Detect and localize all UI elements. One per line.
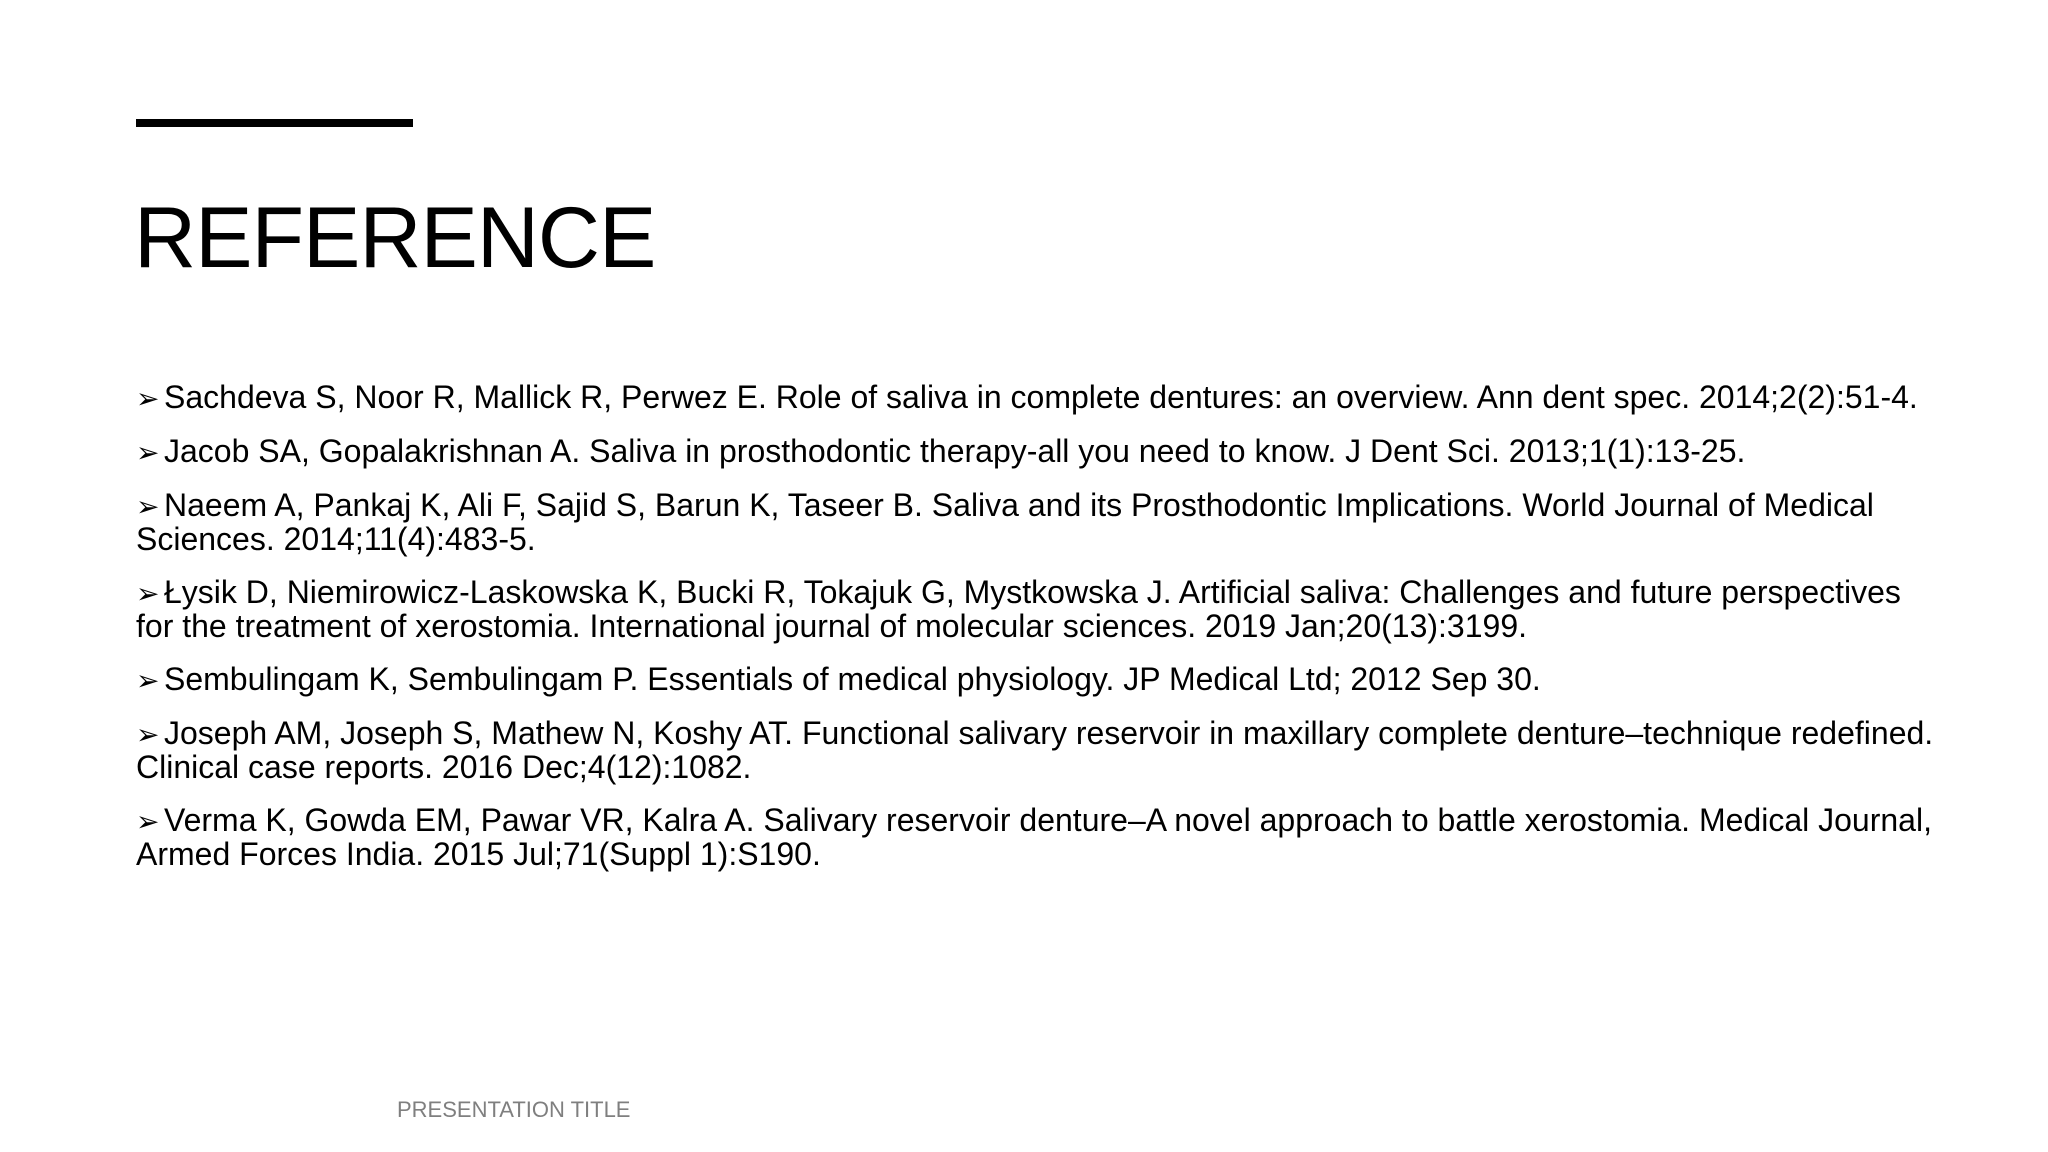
reference-item — [136, 489, 1936, 556]
reference-item — [136, 381, 1936, 415]
reference-list — [136, 381, 1936, 891]
reference-text: Sachdeva S, Noor R, Mallick R, Perwez E. Role of saliva in complete dentures: an overview. Ann dent spec. 2014;2(2):51-4. — [164, 379, 1918, 415]
reference-item — [136, 804, 1936, 871]
footer-presentation-title: PRESENTATION TITLE — [397, 1097, 631, 1122]
arrow-bullet-icon: ➢ — [136, 578, 160, 609]
arrow-bullet-icon: ➢ — [136, 806, 160, 837]
reference-item — [136, 717, 1936, 784]
arrow-bullet-icon: ➢ — [136, 719, 160, 750]
reference-text: Łysik D, Niemirowicz-Laskowska K, Bucki R, Tokajuk G, Mystkowska J. Artificial saliva: Challenges and future perspectives for the treatment of xerostomia. International journal of molecular sciences. 2019 Jan;20(13):3199. — [136, 574, 1901, 644]
arrow-bullet-icon: ➢ — [136, 491, 160, 522]
reference-item — [136, 576, 1936, 643]
arrow-bullet-icon: ➢ — [136, 665, 160, 696]
arrow-bullet-icon: ➢ — [136, 383, 160, 414]
reference-text: Naeem A, Pankaj K, Ali F, Sajid S, Barun K, Taseer B. Saliva and its Prosthodontic Implications. World Journal of Medical Sciences. 2014;11(4):483-5. — [136, 487, 1874, 557]
arrow-bullet-icon: ➢ — [136, 437, 160, 468]
reference-text: Sembulingam K, Sembulingam P. Essentials of medical physiology. JP Medical Ltd; 2012 Sep 30. — [164, 661, 1541, 697]
reference-item — [136, 435, 1936, 469]
title-accent-bar — [136, 119, 413, 127]
slide-title: REFERENCE — [134, 190, 656, 286]
reference-text: Jacob SA, Gopalakrishnan A. Saliva in prosthodontic therapy-all you need to know. J Dent Sci. 2013;1(1):13-25. — [164, 433, 1746, 469]
reference-item — [136, 663, 1936, 697]
reference-text: Joseph AM, Joseph S, Mathew N, Koshy AT. Functional salivary reservoir in maxillary complete denture–technique redefined. Clinical case reports. 2016 Dec;4(12):1082. — [136, 715, 1934, 785]
reference-text: Verma K, Gowda EM, Pawar VR, Kalra A. Salivary reservoir denture–A novel approach to battle xerostomia. Medical Journal, Armed Forces India. 2015 Jul;71(Suppl 1):S190. — [136, 802, 1932, 872]
